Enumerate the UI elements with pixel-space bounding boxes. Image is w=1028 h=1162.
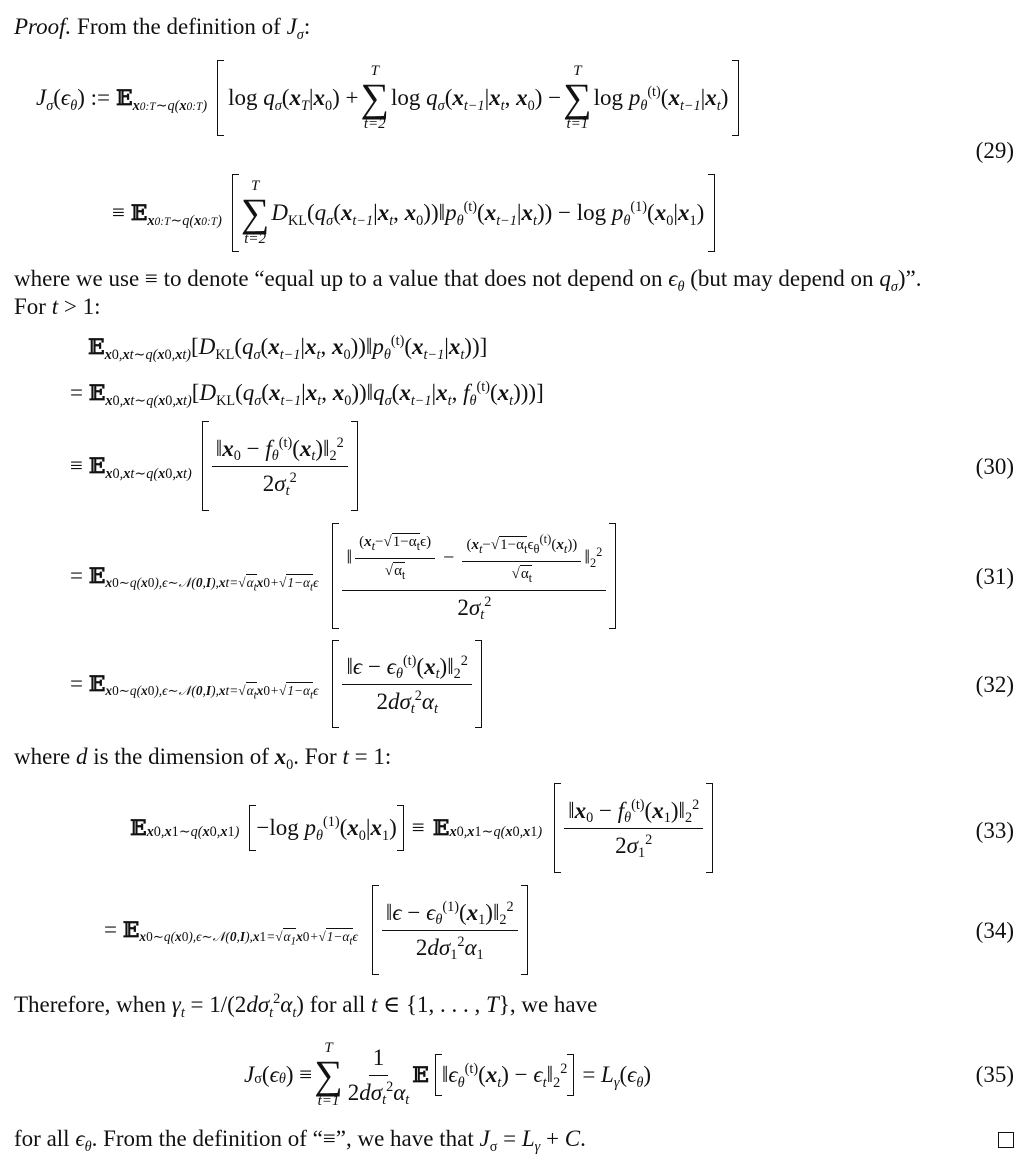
math-j-sigma: $J_\sigma$	[286, 14, 304, 43]
kl-line-a: $𝔼_{x0,xt\sim q(x0,xt)}[D_{KL}(q_\sigma(x_{t-1}|x_t$, $x_0))‖p_\theta^{(t)}(x_{t-1}|x_t)$)]	[88, 333, 488, 363]
equation-31: = 𝔼$_{x0\sim q(x0),\epsilon\sim 𝒩(0,I),xt=√\alpha_tx0+√1-\alpha_t\epsilon}$ ‖ $\frac{(x_t-√1-\alpha_t\epsilon)}{√\alpha_t}$ − $\frac{(x_t-√1-\alpha_t\epsilon_\theta^{(t)}(x_t))}{√\alpha_t}$ $‖_2^2$ $2\sigma_t^2$	[70, 522, 616, 630]
equation-34: = 𝔼$_{x0\sim q(x0),\epsilon\sim 𝒩(0,I),x1=√\alpha_1x0+√1-\alpha_t\epsilon}$ $\frac{‖\epsilon - \epsilon_\theta^{(1)}(x_1)‖_2^2}{2d\sigma_1^2\alpha_1}$	[104, 884, 528, 976]
qed-square	[998, 1132, 1014, 1148]
eq-number-30: (30)	[975, 454, 1014, 479]
proof-label: Proof.	[14, 14, 72, 39]
for-t-gt-1: For t > 1:	[14, 294, 101, 319]
eq-number-29: (29)	[975, 138, 1014, 163]
final-line: for all $\epsilon_\theta$. From the definition of “≡”, we have that $J_\sigma = L_\gamma + C$.	[14, 1126, 586, 1155]
equation-32: = 𝔼$_{x0\sim q(x0),\epsilon\sim 𝒩(0,I),xt=√\alpha_tx0+√1-\alpha_t\epsilon}$ $\frac{‖\epsilon - \epsilon_\theta^{(t)}(x_t)‖_2^2}{2d\sigma_t^2\alpha_t}$	[70, 638, 482, 730]
eq-number-31: (31)	[975, 564, 1014, 589]
proof-intro-line: Proof. From the definition of $J_\sigma$:	[14, 14, 311, 43]
equation-29-line-1: $J_\sigma$ ( $\epsilon_\theta$ ) := 𝔼$_{x0:T\sim q(x0:T)}$ $\log q_\sigma(x_T|x_0)$ + T ∑ t=2 $\log q_\sigma(x_{t-1}|x_t$, $x_0$) − T ∑ t=1 $\log p_\theta^{(t)}(x_{t-1}|x_t)$	[36, 58, 739, 138]
intro-text: From the definition of	[77, 14, 281, 39]
kl-line-b: = $𝔼_{x0,xt\sim q(x0,xt)}[D_{KL}(q_\sigma(x_{t-1}|x_t$, $x_0))‖q_\sigma(x_{t-1}|x_t$, $f_\theta^{(t)}(x_t)$))]	[70, 379, 544, 409]
where-d-line: where d is the dimension of $x_0$. For t = 1:	[14, 744, 392, 773]
equation-30: ≡ 𝔼$_{x0,xt\sim q(x0,xt)}$ $\frac{‖x_0 - f_\theta^{(t)}(x_t)‖_2^2}{2\sigma_t^2}$	[70, 418, 358, 514]
eq-number-35: (35)	[975, 1062, 1014, 1087]
eq-number-33: (33)	[975, 818, 1014, 843]
equiv-explanation: where we use ≡ to denote “equal up to a value that does not depend on $\epsilon_\theta$ (but may depend on $q_\sigma$)”.	[14, 266, 922, 295]
therefore-line: Therefore, when $\gamma_t = 1/(2d\sigma_t^2\alpha_t)$ for all t ∈ {1, . . . , T}, we have	[14, 991, 598, 1021]
eq-number-34: (34)	[975, 918, 1014, 943]
eq-number-32: (32)	[975, 672, 1014, 697]
equation-35: J σ ( ϵ θ ) ≡ T ∑ t=1 $\frac{1}{2d\sigma_t^2\alpha_t}$ 𝔼 $‖\epsilon_\theta^{(t)}(x_t)$ − $\epsilon_t‖_2^2$ = $L_\gamma(\epsilon_\theta)$	[244, 1040, 652, 1109]
equation-33: 𝔼 x0,x1∼q(x0,x1) −log $p_\theta^{(1)}(x_0|x_1)$ ≡ 𝔼 x0,x1∼q(x0,x1) $\frac{‖x_0 - f_\theta^{(t)}(x_1)‖_2^2}{2\sigma_1^2}$	[130, 782, 713, 874]
equation-29-line-2: ≡ 𝔼$_{x0:T\sim q(x0:T)}$ T ∑ t=2 $D_{KL}(q_\sigma(x_{t-1}|x_t$, $x_0))‖p_\theta^{(t)}(x_{t-1}|x_t)) - \log p_\theta^{(1)}(x_0|x_1)$	[112, 172, 715, 254]
